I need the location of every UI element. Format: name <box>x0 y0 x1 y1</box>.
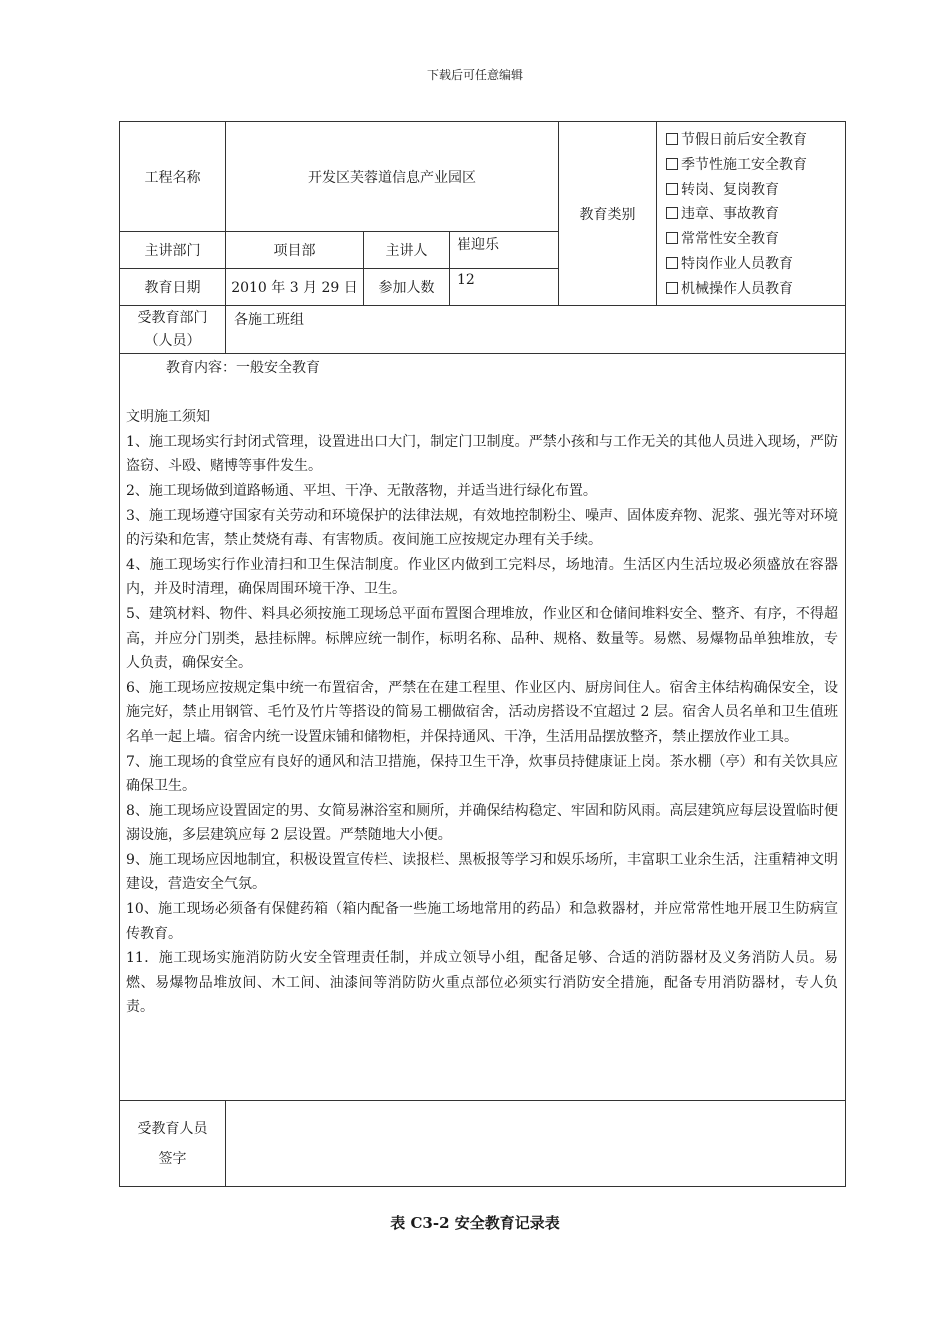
speaker-value: 崔迎乐 <box>457 237 499 253</box>
content-item: 10、施工现场必须备有保健药箱（箱内配备一些施工场地常用的药品）和急救器材，并应常常性地开展卫生防病宣传教育。 <box>126 901 838 942</box>
category-item[interactable]: 转岗、复岗教育 <box>666 178 844 203</box>
rule <box>656 121 657 305</box>
trainee-dept-value: 各施工班组 <box>234 312 304 328</box>
dept-label: 主讲部门 <box>144 243 201 259</box>
category-item[interactable]: 季节性施工安全教育 <box>666 153 844 178</box>
content-item: 11．施工现场实施消防防火安全管理责任制，并成立领导小组，配备足够、合适的消防器材及义务消防人员。易燃、易爆物品堆放间、木工间、油漆间等消防防火重点部位必须实行消防安全措施，配备专用消防器材，专人负责。 <box>126 950 838 1016</box>
content-item: 3、施工现场遵守国家有关劳动和环境保护的法律法规，有效地控制粉尘、噪声、固体废弃物、泥浆、强光等对环境的污染和危害，禁止焚烧有毒、有害物质。夜间施工应按规定办理有关手续。 <box>126 507 838 549</box>
content-item: 9、施工现场应因地制宜，积极设置宣传栏、读报栏、黑板报等学习和娱乐场所，丰富职工业余生活，注重精神文明建设，营造安全气氛。 <box>126 851 838 893</box>
content-item: 2、施工现场做到道路畅通、平坦、干净、无散落物，并适当进行绿化布置。 <box>126 482 597 499</box>
education-content <box>126 356 838 1020</box>
checkbox-icon <box>666 232 678 244</box>
trainee-dept-label: 受教育部门 （人员） <box>137 310 208 349</box>
content-heading: 文明施工须知 <box>126 409 210 426</box>
category-item[interactable]: 机械操作人员教育 <box>666 277 844 302</box>
date-label: 教育日期 <box>144 280 201 296</box>
category-item[interactable]: 违章、事故教育 <box>666 202 844 227</box>
category-label: 教育类别 <box>579 206 636 223</box>
content-item: 7、施工现场的食堂应有良好的通风和洁卫措施，保持卫生干净，炊事员持健康证上岗。茶水棚（亭）和有关饮具应确保卫生。 <box>126 753 838 795</box>
checkbox-icon <box>666 257 678 269</box>
project-name-label: 工程名称 <box>144 169 201 186</box>
content-item: 6、施工现场应按规定集中统一布置宿舍，严禁在在建工程里、作业区内、厨房间住人。宿舍主体结构确保安全，设施完好，禁止用钢管、毛竹及竹片等搭设的简易工棚做宿舍，活动房搭设不宜超过 2 层。宿舍人员名单和卫生值班名单一起上墙。宿舍内统一设置床铺和储物柜，并保持通风、干净，生活用品摆放整齐，禁止摆放作业工具。 <box>126 679 838 745</box>
date-value: 2010 年 3 月 29 日 <box>231 280 358 296</box>
table-caption: 表 C3-2 安全教育记录表 <box>390 1214 560 1232</box>
attendees-label: 参加人数 <box>378 280 435 296</box>
speaker-label: 主讲人 <box>385 243 428 259</box>
header-note: 下载后可任意编辑 <box>426 68 523 82</box>
rule <box>119 305 846 306</box>
category-item[interactable]: 特岗作业人员教育 <box>666 252 844 277</box>
attendees-value: 12 <box>457 272 475 288</box>
category-checklist <box>666 128 844 302</box>
content-item: 5、建筑材料、物件、料具必须按施工现场总平面布置图合理堆放，作业区和仓储间堆料安全、整齐、有序，不得超高，并应分门别类，悬挂标牌。标牌应统一制作，标明名称、品种、规格、数量等。易燃、易爆物品单独堆放，专人负责，确保安全。 <box>126 605 838 672</box>
checkbox-icon <box>666 183 678 195</box>
checkbox-icon <box>666 158 678 170</box>
checkbox-icon <box>666 133 678 145</box>
rule <box>449 231 450 305</box>
category-item[interactable]: 节假日前后安全教育 <box>666 128 844 153</box>
checkbox-icon <box>666 282 678 294</box>
rule <box>119 353 846 354</box>
content-intro: 教育内容：一般安全教育 <box>166 360 320 376</box>
content-item: 1、施工现场实行封闭式管理，设置进出口大门，制定门卫制度。严禁小孩和与工作无关的其他人员进入现场，严防盗窃、斗殴、赌博等事件发生。 <box>126 433 838 475</box>
project-name-value: 开发区芙蓉道信息产业园区 <box>308 169 476 186</box>
category-item[interactable]: 常常性安全教育 <box>666 227 844 252</box>
content-item: 8、施工现场应设置固定的男、女简易淋浴室和厕所，并确保结构稳定、牢固和防风雨。高层建筑应每层设置临时便溺设施，多层建筑应每 2 层设置。严禁随地大小便。 <box>126 802 838 844</box>
content-item: 4、施工现场实行作业清扫和卫生保洁制度。作业区内做到工完料尽，场地清。生活区内生活垃圾必须盛放在容器内，并及时清理，确保周围环境干净、卫生。 <box>126 556 838 598</box>
signature-label: 受教育人员 签字 <box>137 1121 208 1167</box>
signature-area[interactable] <box>226 1101 845 1187</box>
checkbox-icon <box>666 207 678 219</box>
dept-value: 项目部 <box>273 243 316 259</box>
